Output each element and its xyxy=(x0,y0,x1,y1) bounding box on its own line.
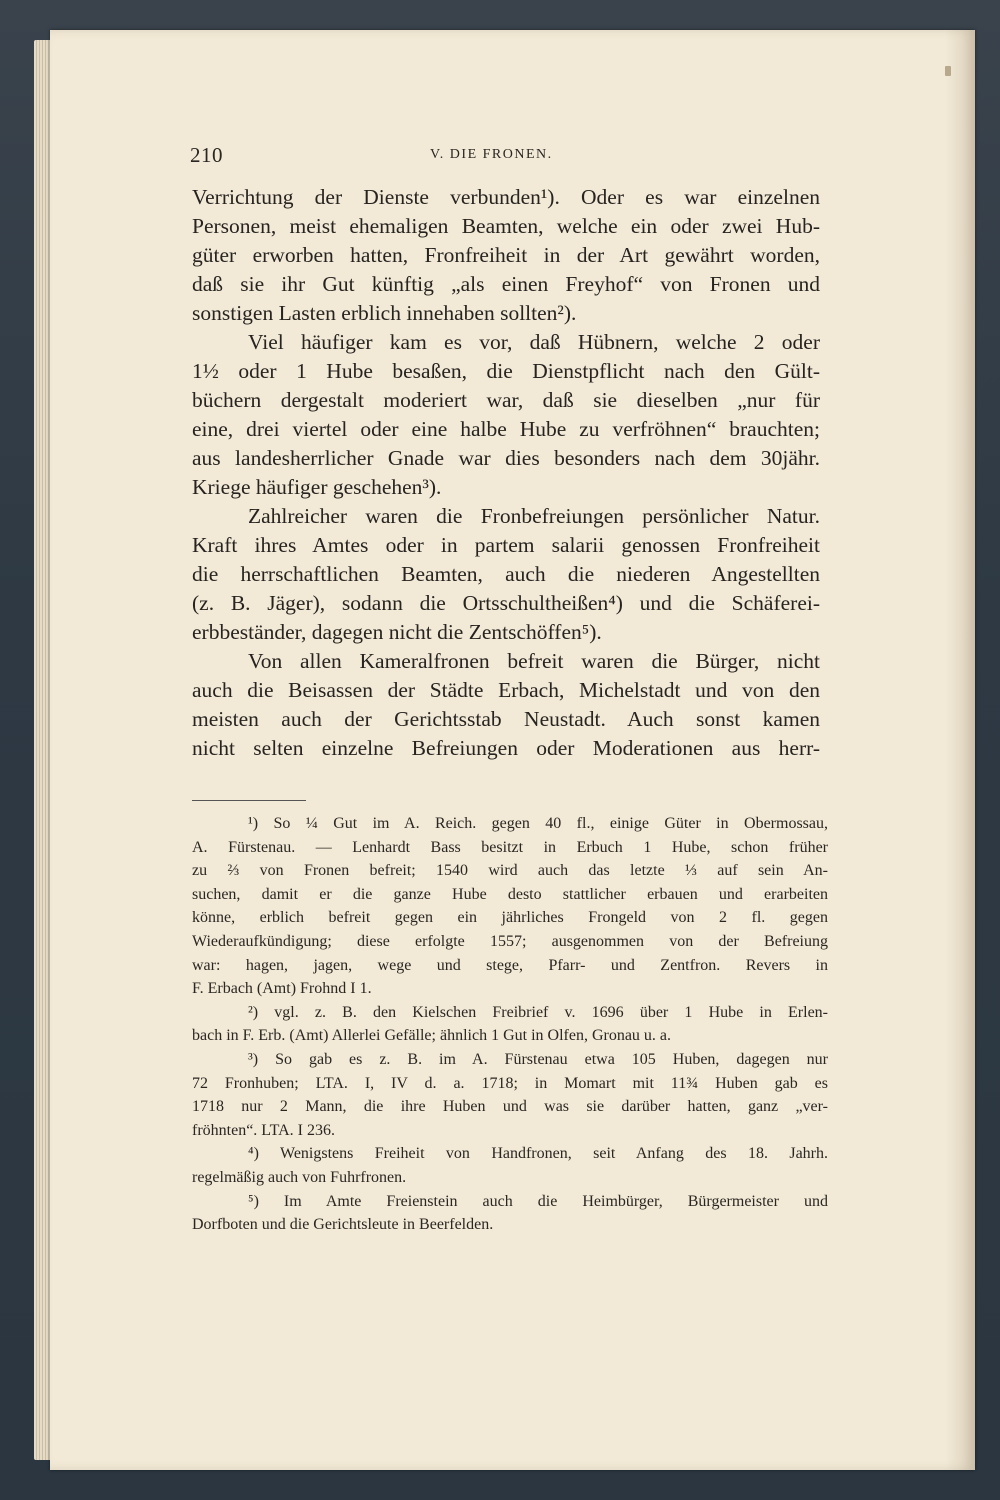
text-line: Kraft ihres Amtes oder in partem salarii genossen Fronfreiheit xyxy=(192,533,820,557)
text-line: Zahlreicher waren die Fronbefreiungen persönlicher Natur. xyxy=(248,504,820,528)
footnotes xyxy=(192,812,828,1237)
footnote-line: ¹) So ¼ Gut im A. Reich. gegen 40 fl., einige Güter in Obermossau, xyxy=(248,815,828,832)
text-line: eine, drei viertel oder eine halbe Hube zu verfröhnen“ brauchten; xyxy=(192,417,820,441)
footnote-line: könne, erblich befreit gegen ein jährliches Frongeld von 2 fl. gegen xyxy=(192,909,828,927)
text-line: Von allen Kameralfronen befreit waren die Bürger, nicht xyxy=(248,649,820,673)
footnote-line: 72 Fronhuben; LTA. I, IV d. a. 1718; in Momart mit 11¾ Huben gab es xyxy=(192,1074,828,1092)
text-line: auch die Beisassen der Städte Erbach, Michelstadt und von den xyxy=(192,678,820,702)
footnote-line: suchen, damit er die ganze Hube desto stattlicher erbauen und erarbeiten xyxy=(192,885,828,903)
footnote-line: Wiederaufkündigung; diese erfolgte 1557; ausgenommen von der Befreiung xyxy=(192,932,828,950)
footnote-line: ⁴) Wenigstens Freiheit von Handfronen, seit Anfang des 18. Jahrh. xyxy=(248,1145,828,1163)
page-gutter-shadow xyxy=(945,30,975,1470)
footnote-line: ³) So gab es z. B. im A. Fürstenau etwa 105 Huben, dagegen nur xyxy=(248,1050,828,1068)
text-line: Personen, meist ehemaligen Beamten, welche ein oder zwei Hub- xyxy=(192,214,820,238)
running-head: V. DIE FRONEN. xyxy=(430,147,553,162)
footnote-line: fröhnten“. LTA. I 236. xyxy=(192,1121,335,1139)
footnote-line: 1718 nur 2 Mann, die ihre Huben und was sie darüber hatten, ganz „ver- xyxy=(192,1098,828,1116)
footnote-line: ²) vgl. z. B. den Kielschen Freibrief v. 1696 über 1 Hube in Erlen- xyxy=(248,1003,828,1021)
footnote-line: F. Erbach (Amt) Frohnd I 1. xyxy=(192,980,372,998)
footnote-line: Dorfboten und die Gerichtsleute in Beerfelden. xyxy=(192,1216,494,1234)
text-line: die herrschaftlichen Beamten, auch die niederen Angestellten xyxy=(192,562,820,586)
text-line: Verrichtung der Dienste verbunden¹). Oder es war einzelnen xyxy=(192,185,820,209)
text-line: (z. B. Jäger), sodann die Ortsschultheißen⁴) und die Schäferei- xyxy=(192,591,820,615)
text-line: güter erworben hatten, Fronfreiheit in der Art gewährt worden, xyxy=(192,243,820,267)
footnote-rule xyxy=(192,800,306,801)
page-number: 210 xyxy=(190,143,223,167)
text-line: erbbeständer, dagegen nicht die Zentschöffen⁵). xyxy=(192,620,602,644)
text-line: daß sie ihr Gut künftig „als einen Freyhof“ von Fronen und xyxy=(192,272,820,296)
text-line: Viel häufiger kam es vor, daß Hübnern, welche 2 oder xyxy=(248,330,820,354)
footnote-line: war: hagen, jagen, wege und stege, Pfarr- und Zentfron. Revers in xyxy=(192,956,828,974)
main-text xyxy=(192,183,820,763)
text-line: 1½ oder 1 Hube besaßen, die Dienstpflicht nach den Gült- xyxy=(192,359,820,383)
text-line: büchern dergestalt moderiert war, daß sie dieselben „nur für xyxy=(192,388,820,412)
text-line: nicht selten einzelne Befreiungen oder Moderationen aus herr- xyxy=(192,736,820,760)
text-line: Kriege häufiger geschehen³). xyxy=(192,475,442,499)
page-header xyxy=(190,143,815,173)
text-line: aus landesherrlicher Gnade war dies besonders nach dem 30jähr. xyxy=(192,446,820,470)
footnote-line: regelmäßig auch von Fuhrfronen. xyxy=(192,1168,407,1186)
text-line: sonstigen Lasten erblich innehaben sollten²). xyxy=(192,301,577,325)
footnote-line: ⁵) Im Amte Freienstein auch die Heimbürger, Bürgermeister und xyxy=(248,1192,828,1210)
footnote-line: A. Fürstenau. — Lenhardt Bass besitzt in Erbuch 1 Hube, schon früher xyxy=(192,838,828,856)
text-line: meisten auch der Gerichtsstab Neustadt. Auch sonst kamen xyxy=(192,707,820,731)
footnote-line: bach in F. Erb. (Amt) Allerlei Gefälle; ähnlich 1 Gut in Olfen, Gronau u. a. xyxy=(192,1027,672,1045)
footnote-line: zu ⅔ von Fronen befreit; 1540 wird auch das letzte ⅓ auf sein An- xyxy=(192,862,828,880)
page-clip-mark xyxy=(945,66,951,76)
